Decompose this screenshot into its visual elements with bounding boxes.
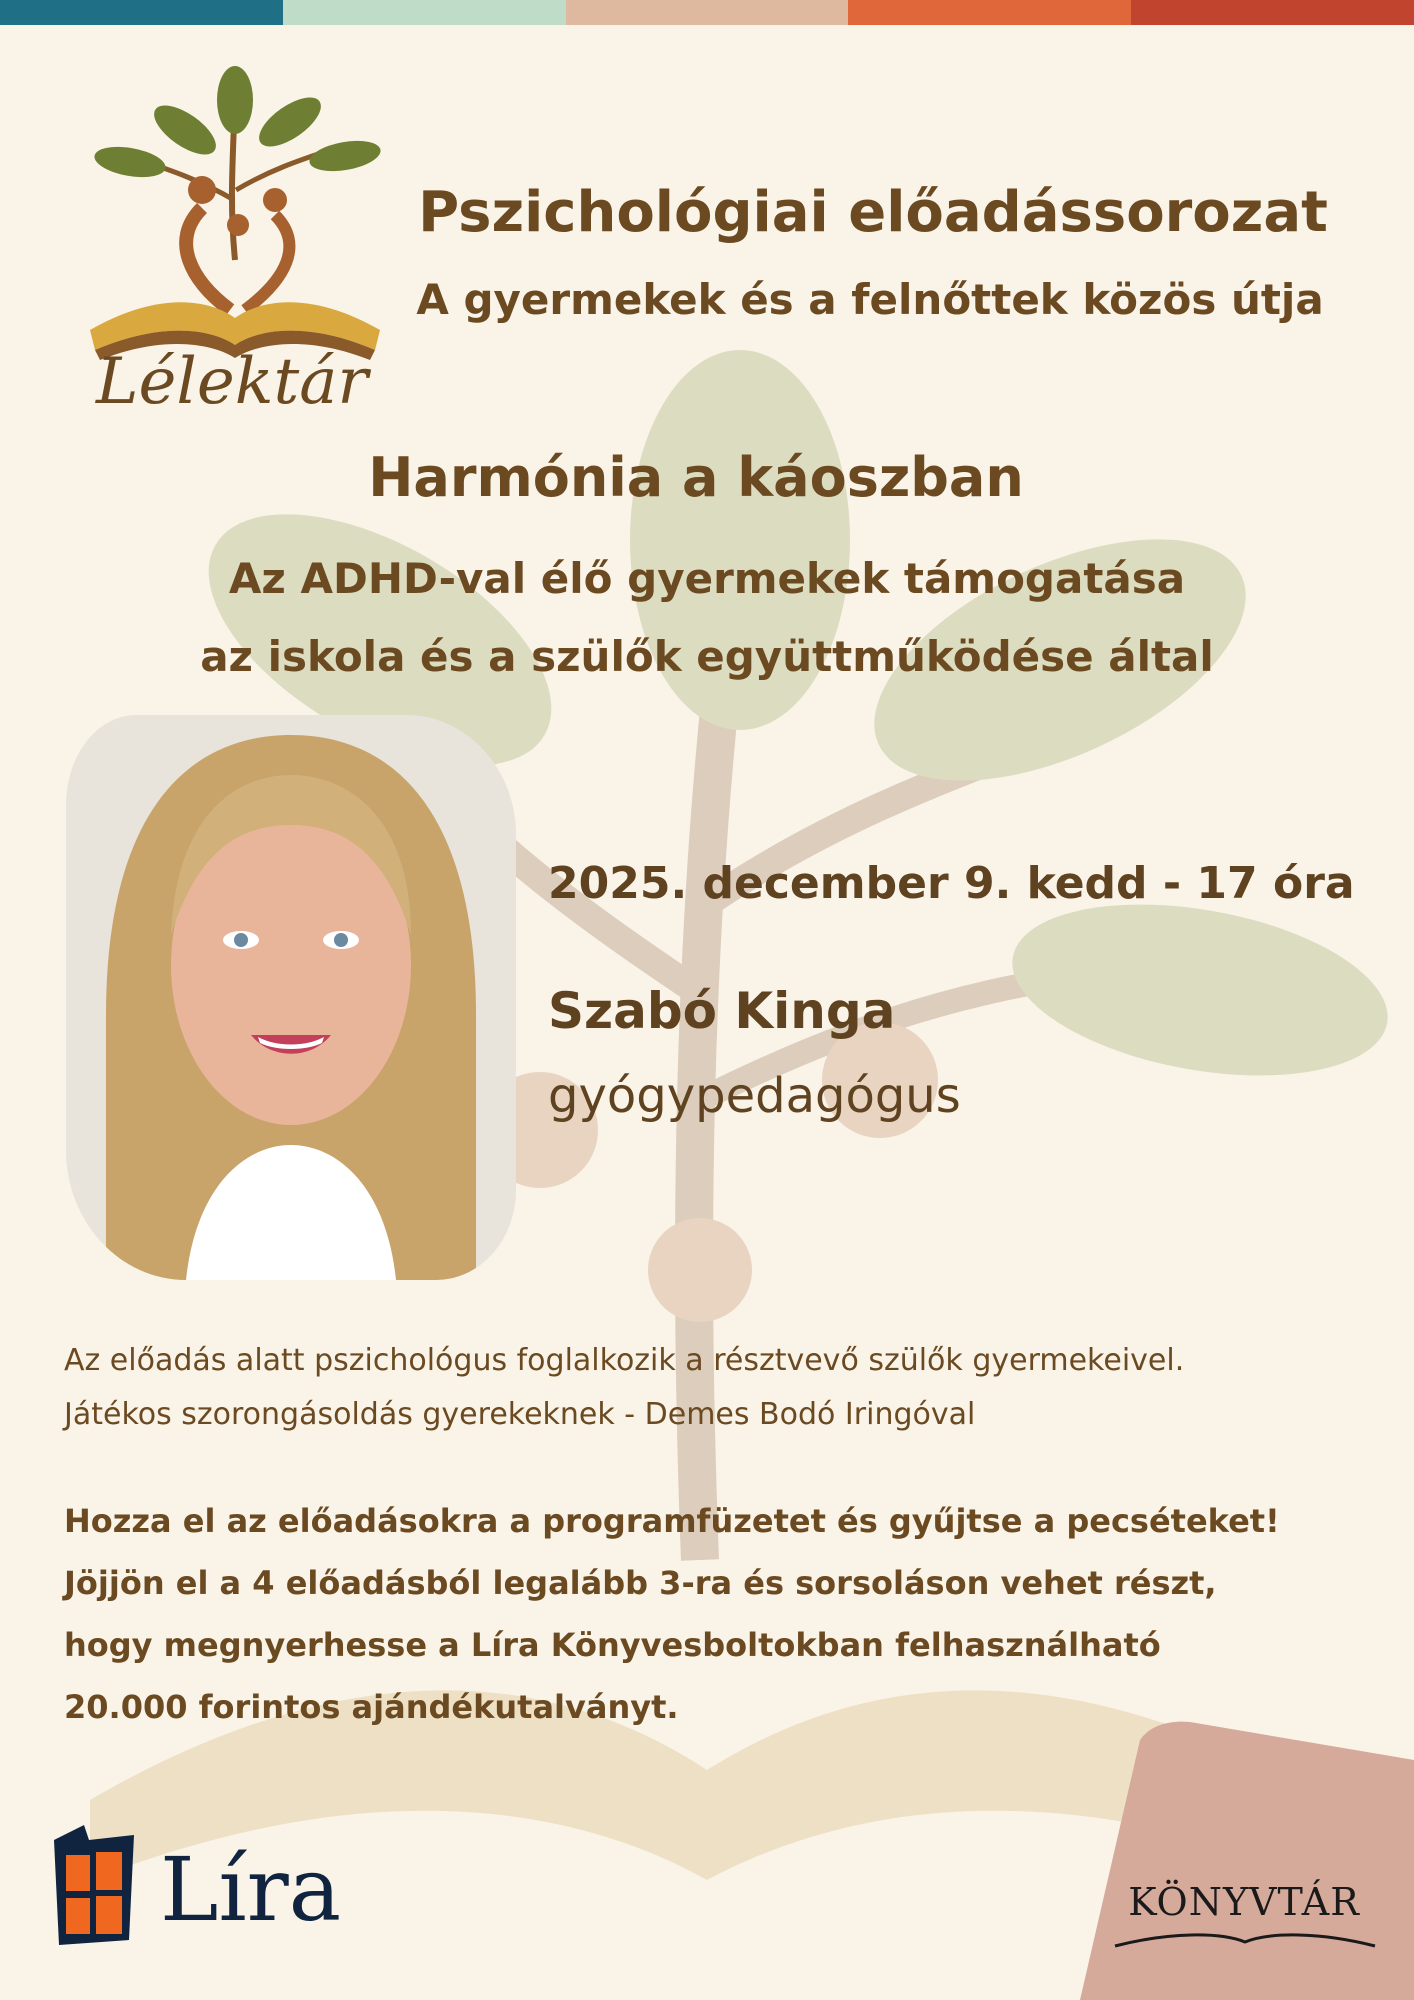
lira-book-icon — [44, 1820, 144, 1950]
promo-line: 20.000 forintos ajándékutalványt. — [64, 1688, 679, 1726]
promo-line: hogy megnyerhesse a Líra Könyvesboltokban felhasználható — [64, 1626, 1161, 1664]
lecture-subtitle — [0, 540, 1414, 696]
info-line: Játékos szorongásoldás gyerekeknek - Demes Bodó Iringóval — [64, 1397, 976, 1432]
series-title: Pszichológiai előadássorozat — [418, 180, 1328, 245]
info-paragraph — [64, 1334, 1384, 1442]
promo-line: Hozza el az előadásokra a programfüzetet és gyűjtse a pecséteket! — [64, 1502, 1280, 1540]
lecture-title: Harmónia a káoszban — [368, 446, 1024, 509]
speaker-portrait — [66, 715, 516, 1280]
lelektar-logo-text: Lélektár — [96, 345, 368, 419]
speaker-photo — [66, 715, 516, 1280]
promo-paragraph — [64, 1490, 1384, 1738]
corner-panel — [1080, 1720, 1414, 2000]
lecture-subtitle-line: az iskola és a szülők együttműködése által — [200, 632, 1214, 681]
event-date: 2025. december 9. kedd - 17 óra — [548, 858, 1355, 909]
lira-logo-text: Líra — [160, 1838, 342, 1941]
series-subtitle: A gyermekek és a felnőttek közös útja — [416, 275, 1324, 324]
speaker-name: Szabó Kinga — [548, 982, 896, 1040]
info-line: Az előadás alatt pszichológus foglalkozik a résztvevő szülők gyermekeivel. — [64, 1343, 1185, 1378]
lecture-subtitle-line: Az ADHD-val élő gyermekek támogatása — [228, 554, 1186, 603]
promo-line: Jöjjön el a 4 előadásból legalább 3-ra és sorsoláson vehet részt, — [64, 1564, 1217, 1602]
speaker-role: gyógypedagógus — [548, 1068, 961, 1124]
konyvtar-logo-text: KÖNYVTÁR — [1128, 1880, 1360, 1924]
konyvtar-book-swoosh-icon — [1110, 1924, 1380, 1954]
